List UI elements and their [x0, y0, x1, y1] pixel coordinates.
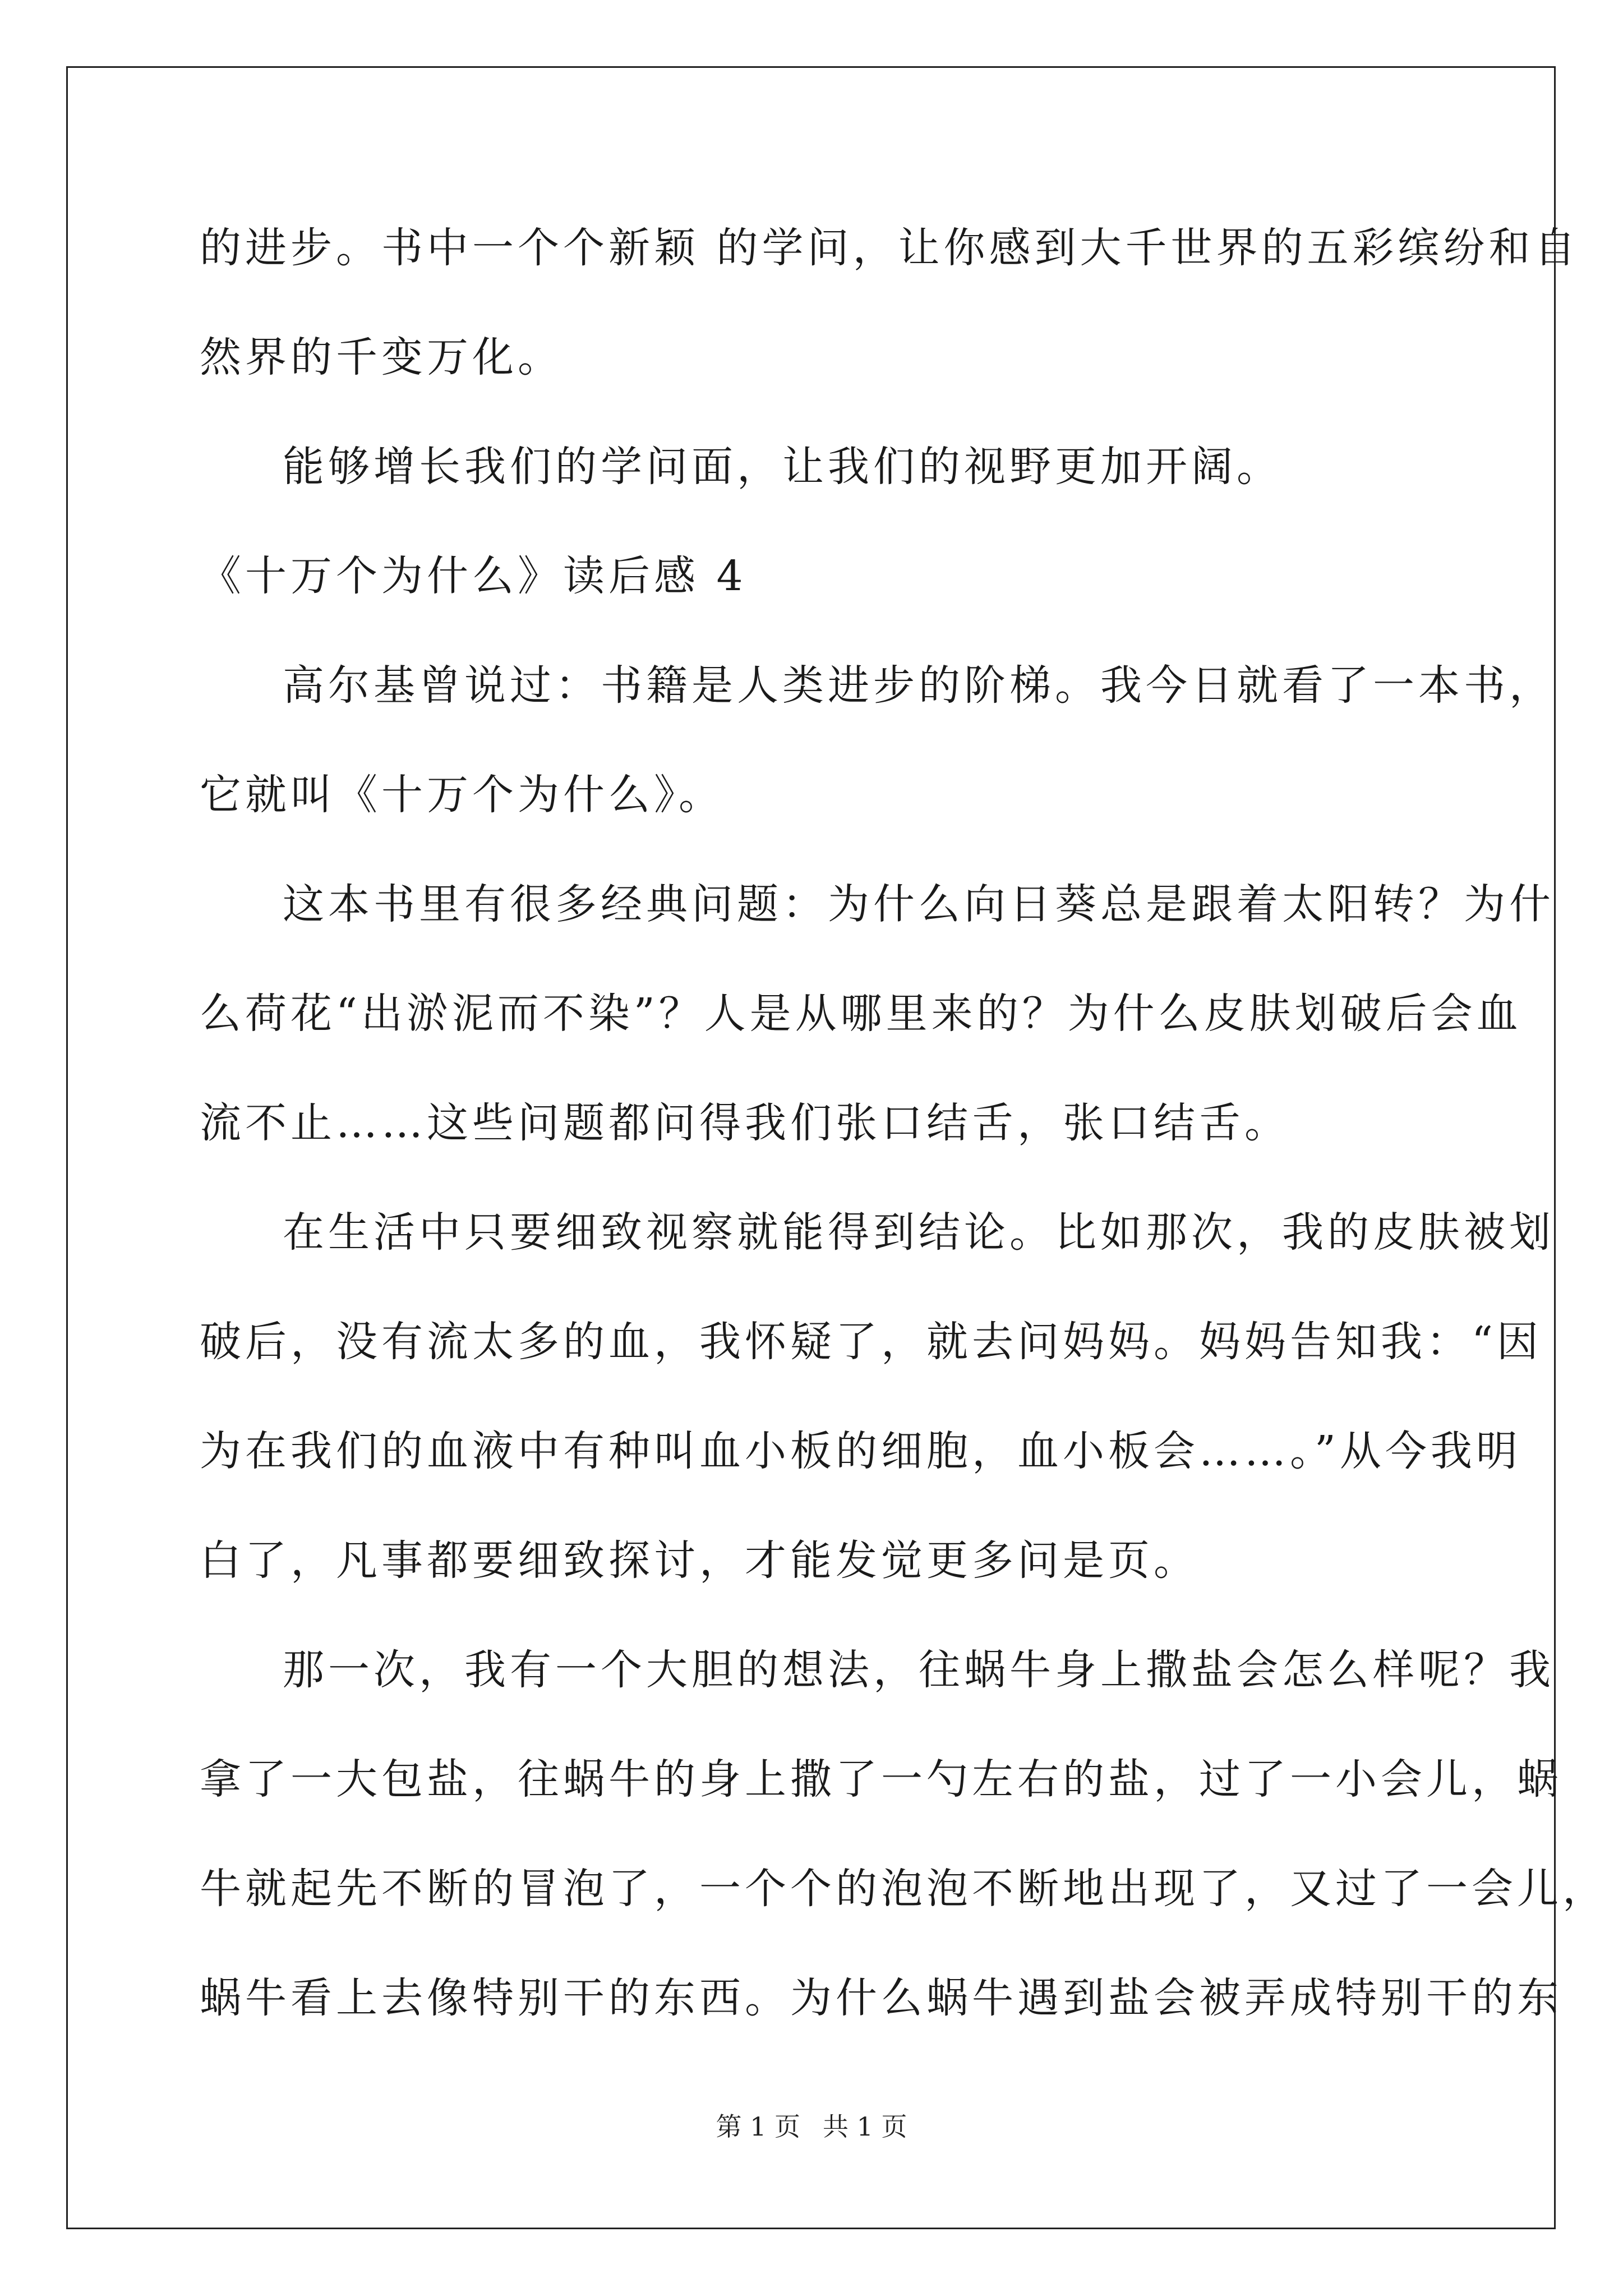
- text-line: 高尔基曾说过：书籍是人类进步的阶梯。我今日就看了一本书，: [283, 661, 1555, 710]
- text-line: 蜗牛看上去像特别干的东西。为什么蜗牛遇到盐会被弄成特别干的东: [200, 1974, 1562, 2022]
- page-footer: [0, 2111, 1623, 2142]
- text-line: 能够增长我们的学问面，让我们的视野更加开阔。: [283, 443, 1282, 491]
- text-line: 么荷花“出淤泥而不染”？人是从哪里来的？为什么皮肤划破后会血: [200, 990, 1522, 1038]
- text-line: 它就叫《十万个为什么》。: [200, 771, 724, 819]
- section-heading: 《十万个为什么》读后感 4: [200, 552, 747, 600]
- text-line: 拿了一大包盐，往蜗牛的身上撒了一勺左右的盐，过了一小会儿，蜗: [200, 1755, 1562, 1803]
- text-line: 这本书里有很多经典问题：为什么向日葵总是跟着太阳转？为什: [283, 880, 1555, 928]
- text-line: 白了，凡事都要细致探讨，才能发觉更多问是页。: [200, 1536, 1199, 1585]
- text-line: 为在我们的血液中有种叫血小板的细胞，血小板会……。”从今我明: [200, 1427, 1521, 1475]
- text-line: 然界的千变万化。: [200, 333, 563, 381]
- page-total: 共 1 页: [823, 2111, 907, 2142]
- text-line: 破后，没有流太多的血，我怀疑了，就去问妈妈。妈妈告知我：“因: [200, 1318, 1542, 1366]
- text-line: 的进步。书中一个个新颖 的学问，让你感到大千世界的五彩缤纷和自: [200, 224, 1580, 272]
- page-number: 第 1 页: [716, 2111, 800, 2142]
- text-line: 在生活中只要细致视察就能得到结论。比如那次，我的皮肤被划: [283, 1208, 1555, 1257]
- text-line: 流不止……这些问题都问得我们张口结舌，张口结舌。: [200, 1099, 1290, 1147]
- text-line: 牛就起先不断的冒泡了，一个个的泡泡不断地出现了，又过了一会儿，: [200, 1865, 1608, 1913]
- text-line: 那一次，我有一个大胆的想法，往蜗牛身上撒盐会怎么样呢？我: [283, 1646, 1555, 1694]
